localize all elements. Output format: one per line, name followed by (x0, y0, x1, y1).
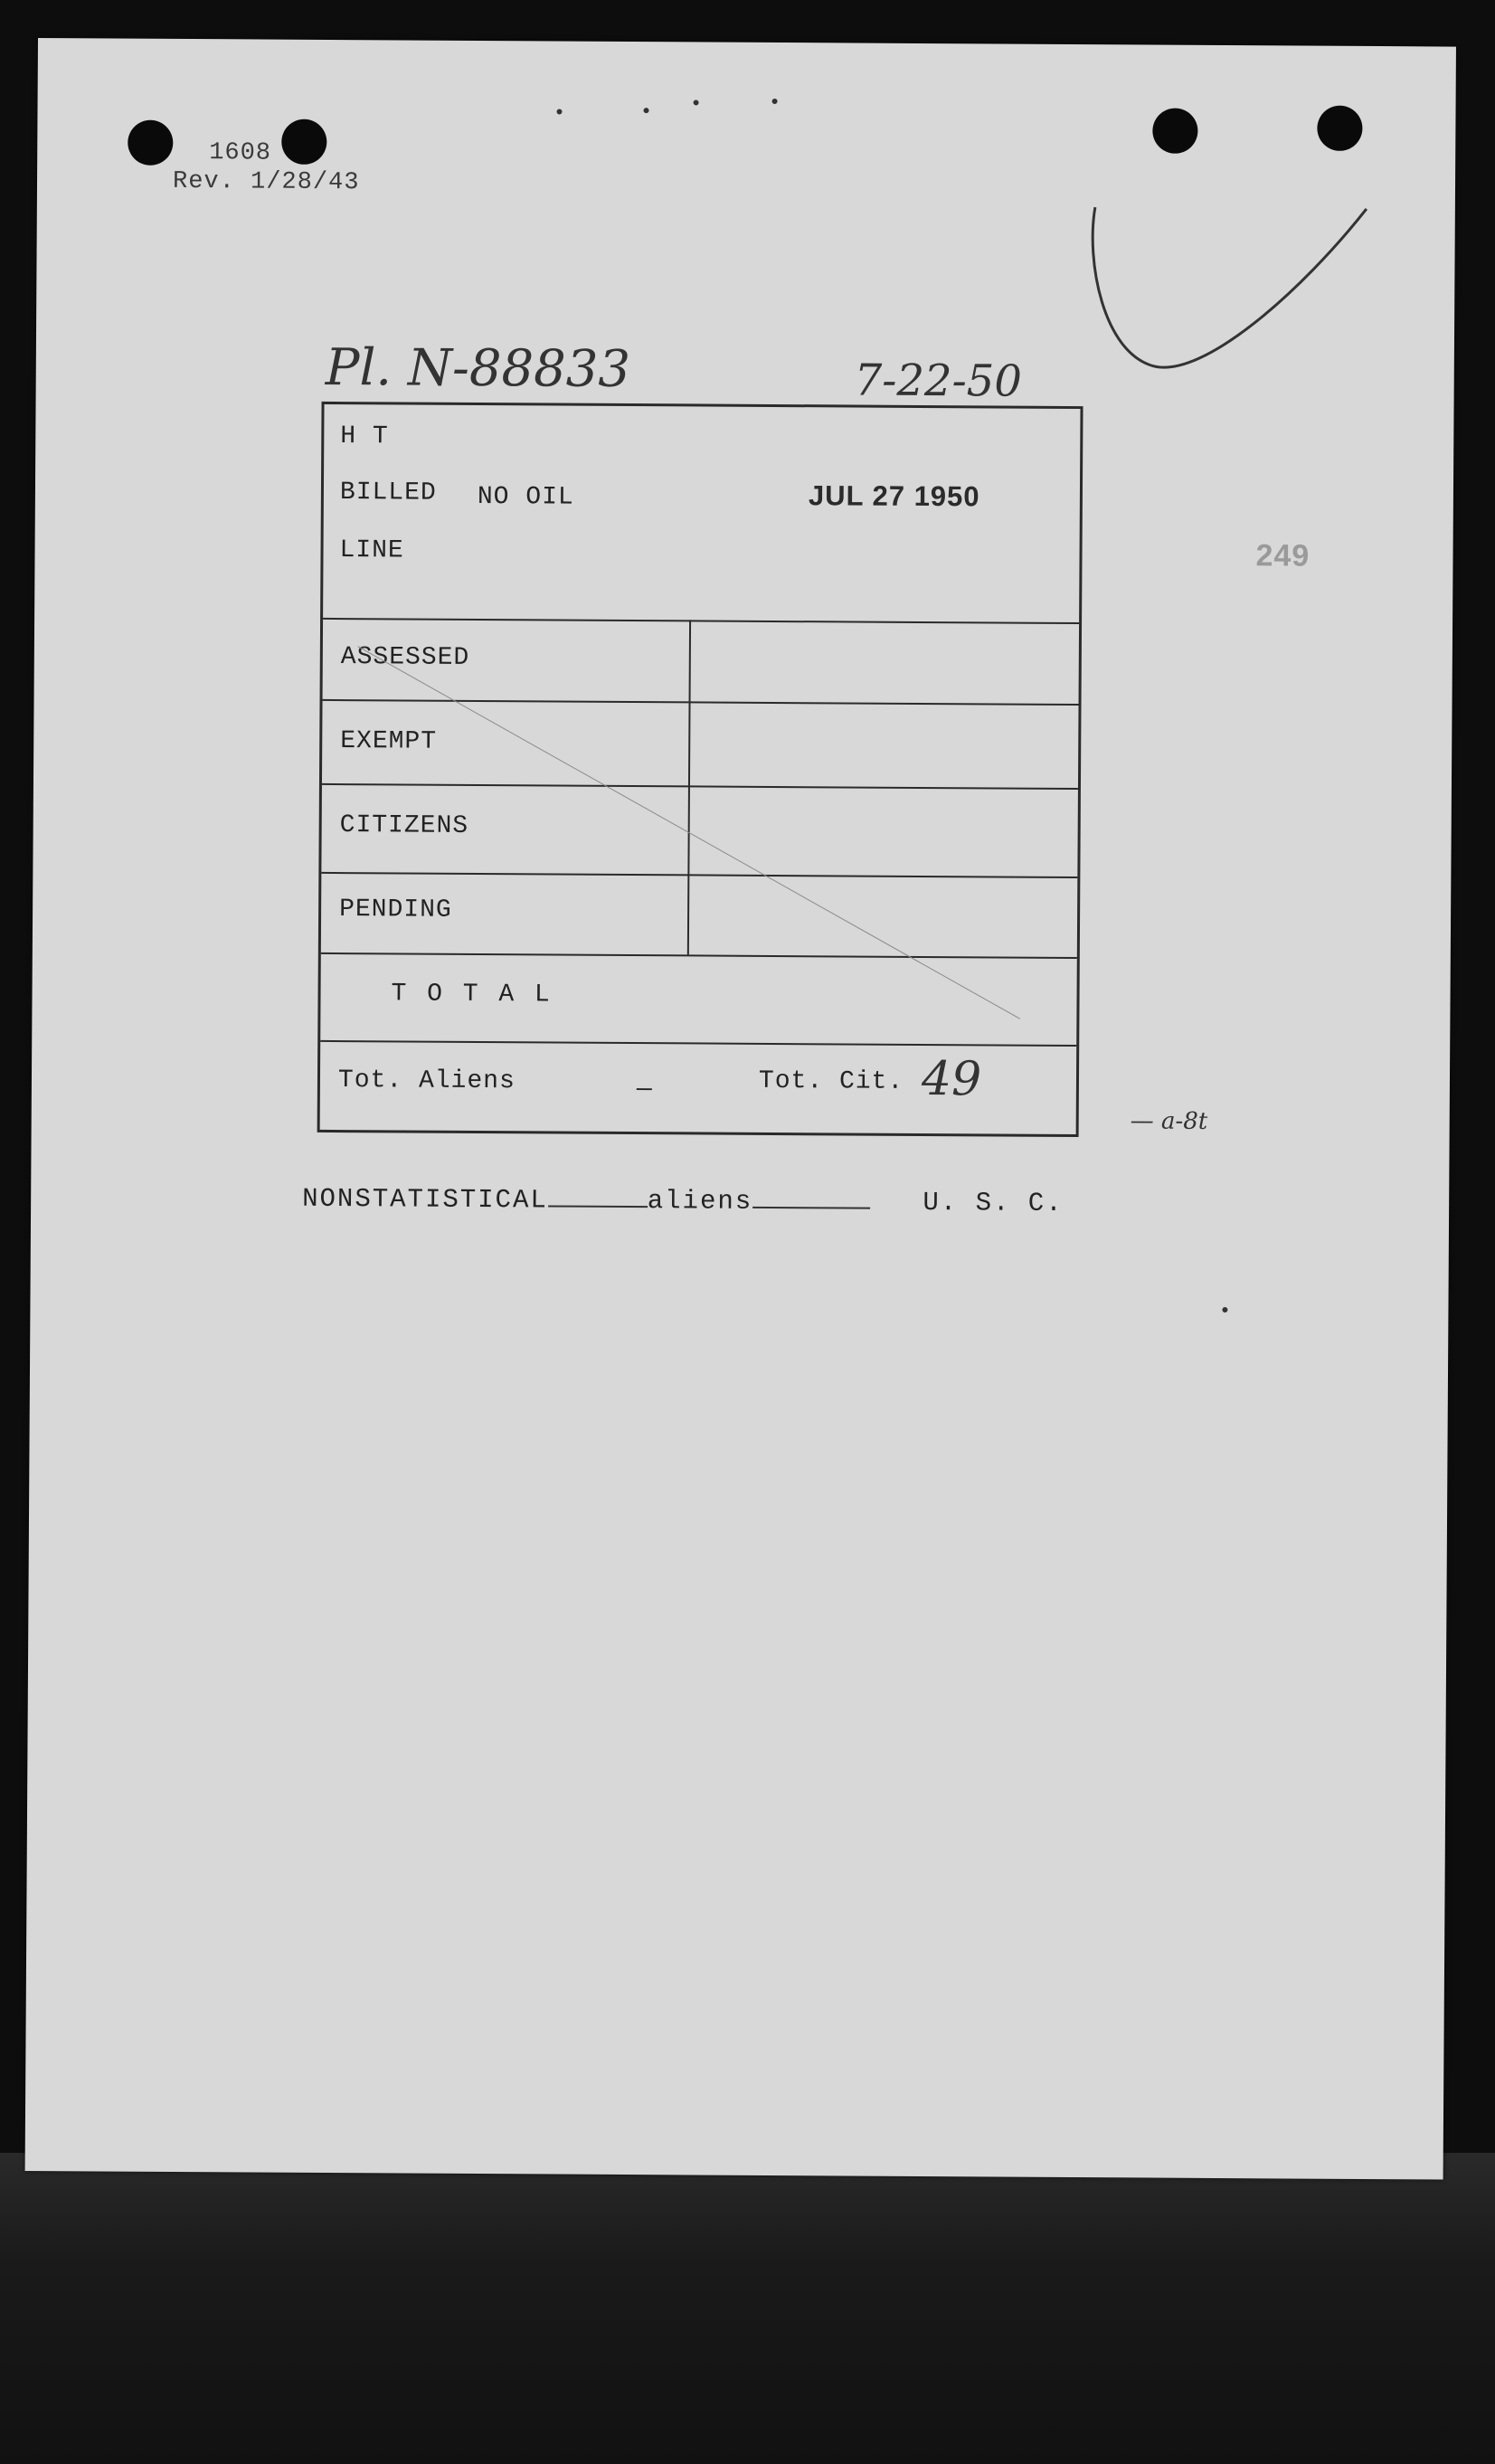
total-citizens-label: Tot. Cit. (758, 1066, 904, 1096)
record-table (317, 402, 1083, 1137)
faint-stamp-text: NO OIL (477, 482, 574, 512)
total-label: T O T A L (391, 980, 553, 1009)
header-line: LINE (339, 536, 404, 565)
speck (694, 100, 699, 105)
speck (772, 99, 778, 104)
punch-hole (128, 120, 173, 166)
total-citizens-value: 49 (921, 1051, 982, 1107)
header-ht: H T (340, 422, 389, 451)
nonstatistical-blank (548, 1205, 648, 1208)
header-billed: BILLED (339, 479, 437, 507)
check-mark-icon (1067, 153, 1395, 390)
punch-hole (1317, 106, 1362, 151)
speck (556, 109, 562, 115)
form-revision: Rev. 1/28/43 (172, 167, 360, 197)
margin-note: — a-8t (1130, 1107, 1208, 1135)
speck (644, 108, 649, 113)
manifest-number: Pl. N-88833 (325, 337, 631, 400)
page-number-stamp: 249 (1255, 538, 1310, 573)
form-code-line1: 1608 (209, 139, 272, 167)
nonstatistical-line (302, 1184, 1064, 1218)
date-stamp: JUL 27 1950 (808, 479, 980, 513)
usc-label: U. S. C. (923, 1188, 1064, 1218)
form-number (173, 138, 360, 197)
aliens-blank (752, 1207, 870, 1209)
row-label-pending: PENDING (339, 896, 452, 924)
speck (1222, 1307, 1227, 1313)
row-label-exempt: EXEMPT (340, 727, 438, 756)
total-aliens-value: — (636, 1076, 653, 1104)
punch-hole (1152, 109, 1197, 154)
nonstatistical-label: NONSTATISTICAL (302, 1183, 548, 1216)
row-label-assessed: ASSESSED (340, 643, 470, 672)
row-label-citizens: CITIZENS (339, 811, 469, 840)
handwritten-date: 7-22-50 (854, 355, 1023, 407)
document-page (25, 38, 1456, 2180)
scanner-background (0, 2153, 1495, 2464)
aliens-label: aliens (647, 1186, 753, 1217)
total-aliens-label: Tot. Aliens (337, 1066, 516, 1096)
